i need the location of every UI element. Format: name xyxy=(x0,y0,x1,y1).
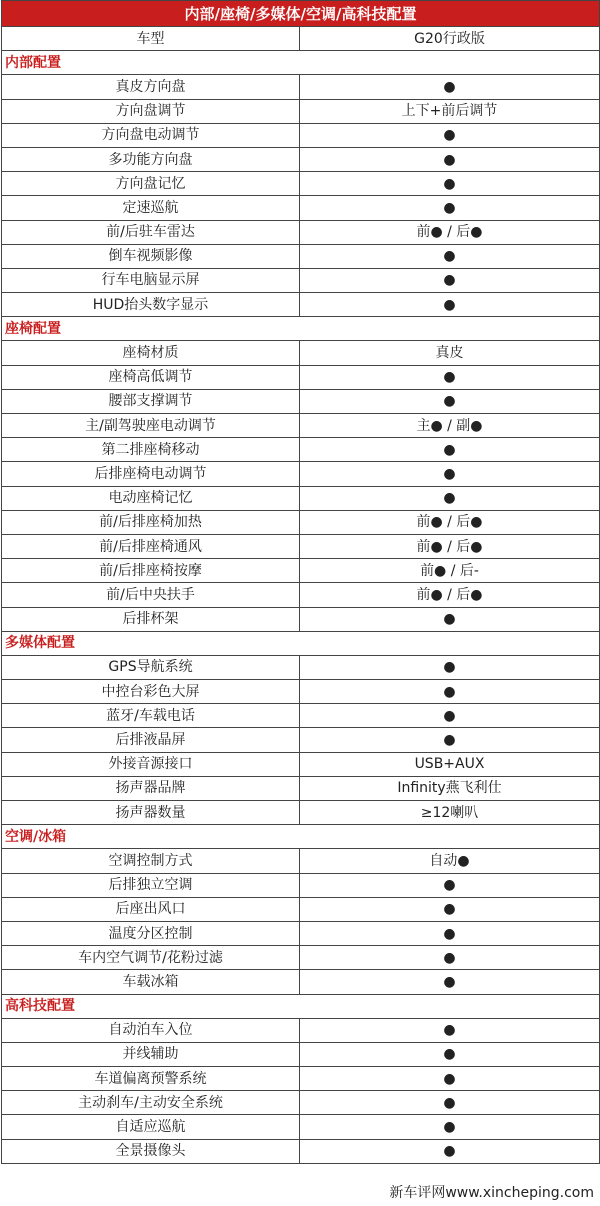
header-model: 车型 xyxy=(2,27,300,51)
section-header xyxy=(2,51,600,75)
section-header xyxy=(2,994,600,1018)
feature-name: 真皮方向盘 xyxy=(2,75,300,99)
feature-name: 多功能方向盘 xyxy=(2,147,300,171)
table-row xyxy=(2,583,600,607)
feature-value: ● xyxy=(300,486,600,510)
feature-name: GPS导航系统 xyxy=(2,655,300,679)
feature-name: 前/后排座椅通风 xyxy=(2,534,300,558)
feature-name: 方向盘记忆 xyxy=(2,172,300,196)
table-row xyxy=(2,897,600,921)
feature-name: 扬声器品牌 xyxy=(2,776,300,800)
table-row xyxy=(2,389,600,413)
table-row xyxy=(2,147,600,171)
feature-value: ● xyxy=(300,1091,600,1115)
feature-value: 上下+前后调节 xyxy=(300,99,600,123)
feature-name: 主/副驾驶座电动调节 xyxy=(2,414,300,438)
feature-name: 第二排座椅移动 xyxy=(2,438,300,462)
table-row xyxy=(2,849,600,873)
feature-name: 电动座椅记忆 xyxy=(2,486,300,510)
table-row xyxy=(2,680,600,704)
feature-value: ● xyxy=(300,438,600,462)
header-trim: G20行政版 xyxy=(300,27,600,51)
feature-name: 空调控制方式 xyxy=(2,849,300,873)
feature-value: ● xyxy=(300,607,600,631)
feature-name: 前/后排座椅按摩 xyxy=(2,559,300,583)
feature-value: 自动● xyxy=(300,849,600,873)
title-row xyxy=(2,1,600,27)
section-title: 高科技配置 xyxy=(2,994,600,1018)
feature-value: ● xyxy=(300,1115,600,1139)
table-row xyxy=(2,486,600,510)
feature-name: 前/后排座椅加热 xyxy=(2,510,300,534)
table-row xyxy=(2,704,600,728)
feature-value: ● xyxy=(300,1067,600,1091)
table-row xyxy=(2,341,600,365)
feature-value: ● xyxy=(300,1042,600,1066)
footer-watermark: 新车评网www.xincheping.com xyxy=(389,1185,594,1201)
feature-value: ● xyxy=(300,1139,600,1163)
feature-name: 腰部支撑调节 xyxy=(2,389,300,413)
feature-value: 前● / 后● xyxy=(300,583,600,607)
feature-value: ● xyxy=(300,75,600,99)
feature-value: USB+AUX xyxy=(300,752,600,776)
feature-name: HUD抬头数字显示 xyxy=(2,293,300,317)
feature-value: ● xyxy=(300,172,600,196)
feature-value: ● xyxy=(300,704,600,728)
table-row xyxy=(2,946,600,970)
section-title: 内部配置 xyxy=(2,51,600,75)
feature-name: 扬声器数量 xyxy=(2,801,300,825)
feature-value: Infinity燕飞利仕 xyxy=(300,776,600,800)
table-row xyxy=(2,99,600,123)
feature-value: ● xyxy=(300,728,600,752)
table-row xyxy=(2,268,600,292)
table-row xyxy=(2,414,600,438)
feature-name: 方向盘调节 xyxy=(2,99,300,123)
feature-name: 并线辅助 xyxy=(2,1042,300,1066)
table-row xyxy=(2,752,600,776)
feature-value: ● xyxy=(300,389,600,413)
feature-name: 车道偏离预警系统 xyxy=(2,1067,300,1091)
feature-name: 后排座椅电动调节 xyxy=(2,462,300,486)
table-row xyxy=(2,1018,600,1042)
feature-value: 主● / 副● xyxy=(300,414,600,438)
feature-value: ● xyxy=(300,462,600,486)
table-row xyxy=(2,728,600,752)
table-row xyxy=(2,776,600,800)
table-row xyxy=(2,196,600,220)
feature-value: ● xyxy=(300,244,600,268)
feature-value: 前● / 后● xyxy=(300,220,600,244)
table-row xyxy=(2,921,600,945)
table-row xyxy=(2,510,600,534)
feature-value: ● xyxy=(300,196,600,220)
feature-name: 中控台彩色大屏 xyxy=(2,680,300,704)
feature-value: ● xyxy=(300,293,600,317)
table-row xyxy=(2,1139,600,1163)
table-row xyxy=(2,438,600,462)
feature-value: ● xyxy=(300,268,600,292)
feature-name: 后排独立空调 xyxy=(2,873,300,897)
table-row xyxy=(2,75,600,99)
feature-value: 前● / 后● xyxy=(300,534,600,558)
feature-value: ● xyxy=(300,897,600,921)
section-header xyxy=(2,317,600,341)
feature-name: 前/后驻车雷达 xyxy=(2,220,300,244)
feature-name: 后排液晶屏 xyxy=(2,728,300,752)
feature-value: ● xyxy=(300,655,600,679)
table-row xyxy=(2,607,600,631)
section-title: 多媒体配置 xyxy=(2,631,600,655)
feature-name: 定速巡航 xyxy=(2,196,300,220)
table-row xyxy=(2,172,600,196)
table-row xyxy=(2,655,600,679)
spec-table xyxy=(1,0,600,1164)
table-row xyxy=(2,365,600,389)
table-row xyxy=(2,244,600,268)
feature-name: 蓝牙/车载电话 xyxy=(2,704,300,728)
feature-value: ● xyxy=(300,123,600,147)
feature-name: 外接音源接口 xyxy=(2,752,300,776)
header-row xyxy=(2,27,600,51)
feature-value: ● xyxy=(300,970,600,994)
table-row xyxy=(2,1115,600,1139)
feature-value: ● xyxy=(300,680,600,704)
feature-name: 自适应巡航 xyxy=(2,1115,300,1139)
feature-value: ● xyxy=(300,921,600,945)
feature-name: 全景摄像头 xyxy=(2,1139,300,1163)
table-row xyxy=(2,123,600,147)
feature-value: ● xyxy=(300,365,600,389)
feature-name: 座椅高低调节 xyxy=(2,365,300,389)
table-row xyxy=(2,534,600,558)
feature-name: 后排杯架 xyxy=(2,607,300,631)
feature-value: ● xyxy=(300,946,600,970)
section-header xyxy=(2,825,600,849)
feature-value: 前● / 后● xyxy=(300,510,600,534)
table-row xyxy=(2,462,600,486)
table-row xyxy=(2,1091,600,1115)
feature-name: 车载冰箱 xyxy=(2,970,300,994)
table-row xyxy=(2,293,600,317)
feature-name: 方向盘电动调节 xyxy=(2,123,300,147)
table-row xyxy=(2,1067,600,1091)
section-title: 座椅配置 xyxy=(2,317,600,341)
feature-name: 倒车视频影像 xyxy=(2,244,300,268)
feature-value: ● xyxy=(300,1018,600,1042)
feature-value: 真皮 xyxy=(300,341,600,365)
table-row xyxy=(2,970,600,994)
feature-name: 车内空气调节/花粉过滤 xyxy=(2,946,300,970)
table-row xyxy=(2,559,600,583)
feature-value: ● xyxy=(300,873,600,897)
feature-name: 主动刹车/主动安全系统 xyxy=(2,1091,300,1115)
section-header xyxy=(2,631,600,655)
feature-value: 前● / 后- xyxy=(300,559,600,583)
table-row xyxy=(2,220,600,244)
feature-name: 前/后中央扶手 xyxy=(2,583,300,607)
table-row xyxy=(2,801,600,825)
table-row xyxy=(2,873,600,897)
feature-name: 温度分区控制 xyxy=(2,921,300,945)
feature-name: 座椅材质 xyxy=(2,341,300,365)
feature-value: ● xyxy=(300,147,600,171)
feature-name: 自动泊车入位 xyxy=(2,1018,300,1042)
feature-name: 后座出风口 xyxy=(2,897,300,921)
feature-value: ≥12喇叭 xyxy=(300,801,600,825)
section-title: 空调/冰箱 xyxy=(2,825,600,849)
feature-name: 行车电脑显示屏 xyxy=(2,268,300,292)
table-title: 内部/座椅/多媒体/空调/高科技配置 xyxy=(2,1,600,27)
table-row xyxy=(2,1042,600,1066)
